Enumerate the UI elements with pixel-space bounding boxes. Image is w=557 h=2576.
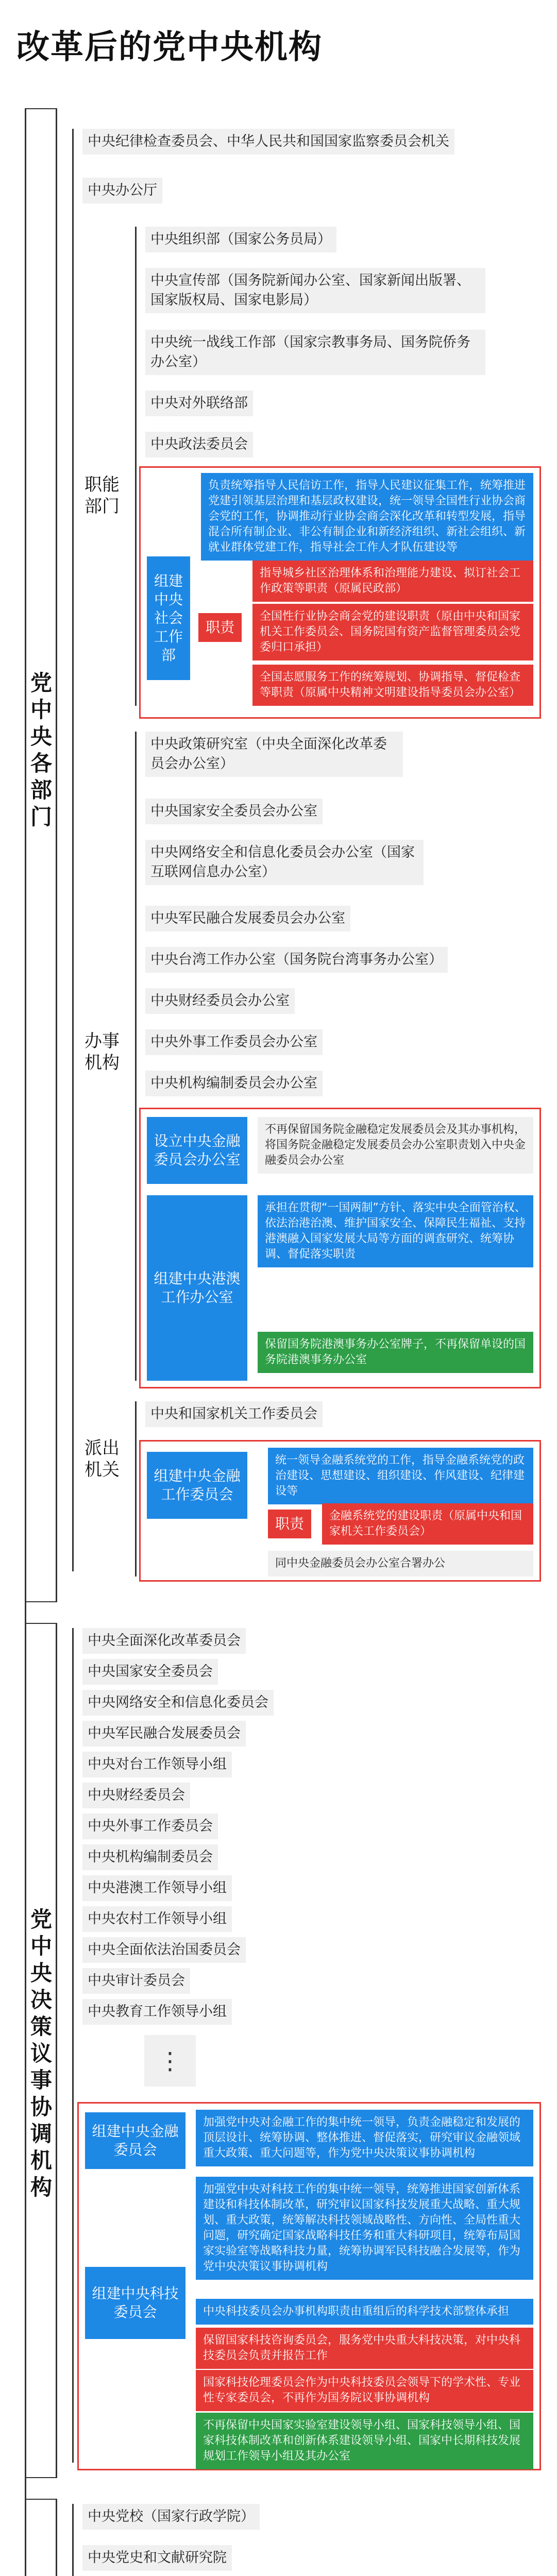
hkmo-office-name: 组建中央港澳工作办公室 [147,1195,247,1381]
dept-inner-line [72,129,74,1571]
dispatch-line [135,1401,137,1577]
office-item-policy: 中央政策研究室（中央全面深化改革委员会办公室） [145,732,403,777]
social-work-duty-label: 职责 [198,613,242,642]
coord-item-cyber: 中央网络安全和信息化委员会 [82,1690,274,1716]
social-duty-3: 全国志愿服务工作的统筹规划、协调指导、督促检查等职责（原属中央精神文明建设指导委员会办公室） [252,665,533,706]
func-item-political-legal: 中央政法委员会 [145,432,253,457]
coord-item-taiwan: 中央对台工作领导小组 [82,1752,232,1777]
sci-committee-desc-1: 加强党中央对科技工作的集中统一领导，统筹推进国家创新体系建设和科技体制改革，研究审议国家科技发展重大战略、重大规划、重大政策，统筹解决科技领域战略性、方向性、全局性重大问题，研究确定国家战略科技任务和重大科研项目，统筹布局国家实验室等战略科技力量，统筹协调军民科技融合发展等，作为党中央决策议事协调机构 [196,2177,533,2280]
coord-bracket-bottom [25,2477,56,2478]
office-item-military: 中央军民融合发展委员会办公室 [145,906,350,931]
coord-bracket [56,1623,57,2478]
func-item-liaison: 中央对外联络部 [145,391,253,416]
hkmo-desc-1: 承担在贯彻“一国两制”方针、落实中央全面管治权、依法治港治澳、维护国家安全、保障民生福祉、支持港澳融入国家发展大局等方面的调查研究、统筹协调、督促落实职责 [258,1195,533,1267]
coord-item-staffing: 中央机构编制委员会 [82,1844,218,1870]
office-line [135,732,137,1381]
coord-item-law: 中央全面依法治国委员会 [82,1937,246,1963]
hkmo-desc-2: 保留国务院港澳事务办公室牌子，不再保留单设的国务院港澳事务办公室 [258,1332,533,1373]
finance-committee-name: 组建中央金融委员会 [85,2112,185,2169]
sci-committee-name: 组建中央科技委员会 [85,2267,185,2339]
social-work-desc: 负责统筹指导人民信访工作，指导人民建议征集工作，统筹推进党建引领基层治理和基层政权建设，统一领导全国性行业协会商会党的工作，协调推动行业协会商会深化改革和转型发展，指导混合所有制企业、非公有制企业和新经济组织、新社会组织、新就业群体党建工作，指导社会工作人才队伍建设等 [201,473,533,561]
subcat-func: 职能部门 [85,474,120,517]
coord-item-military: 中央军民融合发展委员会 [82,1721,246,1747]
func-line [135,227,137,706]
coord-item-reform: 中央全面深化改革委员会 [82,1628,246,1654]
finance-office-name: 设立中央金融委员会办公室 [147,1117,247,1184]
main-spine [25,108,26,2576]
sci-committee-desc-4: 国家科技伦理委员会作为中央科技委员会领导下的学术性、专业性专家委员会，不再作为国务院议事协调机构 [196,2370,533,2411]
office-item-security: 中央国家安全委员会办公室 [145,799,323,824]
func-item-publicity: 中央宣传部（国务院新闻办公室、国家新闻出版署、国家版权局、国家电影局） [145,268,485,313]
finance-work-duty: 金融系统党的建设职责（原属中央和国家机关工作委员会） [322,1503,533,1545]
sci-committee-desc-3: 保留国家科技咨询委员会，服务党中央重大科技决策，对中央科技委员会负责并报告工作 [196,2328,533,2369]
coord-bracket-top [25,1623,56,1624]
finance-work-note: 同中央金融委员会办公室合署办公 [268,1551,533,1577]
dept-item-discipline: 中央纪律检查委员会、中华人民共和国国家监察委员会机关 [82,129,454,155]
coord-item-rural: 中央农村工作领导小组 [82,1906,232,1932]
finance-committee-desc: 加强党中央对金融工作的集中统一领导，负责金融稳定和发展的顶层设计、统筹协调、整体推进、督促落实，研究审议金融领域重大政策、重大问题等，作为党中央决策议事协调机构 [196,2110,533,2166]
office-item-foreign: 中央外事工作委员会办公室 [145,1029,323,1055]
coord-item-foreign: 中央外事工作委员会 [82,1814,218,1839]
coord-item-finance: 中央财经委员会 [82,1783,190,1808]
direct-item-party-school: 中央党校（国家行政学院） [82,2504,260,2530]
direct-bracket-top [25,2499,56,2500]
coord-item-security: 中央国家安全委员会 [82,1659,218,1685]
coord-inner-line [72,1628,74,2463]
finance-work-name: 组建中央金融工作委员会 [147,1452,247,1519]
sci-committee-desc-5: 不再保留中央国家实验室建设领导小组、国家科技领导小组、国家科技体制改革和创新体系建设领导小组、国家中长期科技发展规划工作领导小组及其办公室 [196,2413,533,2469]
direct-inner-line [72,2504,74,2576]
finance-office-desc: 不再保留国务院金融稳定发展委员会及其办事机构，将国务院金融稳定发展委员会办公室职责划入中央金融委员会办公室 [258,1117,533,1174]
social-duty-1: 指导城乡社区治理体系和治理能力建设、拟订社会工作政策等职责（原属民政部） [252,561,533,602]
direct-bracket [56,2499,57,2576]
dept-bracket-bottom [25,1601,56,1602]
coord-item-audit: 中央审计委员会 [82,1968,190,1994]
more-items-dots: ⋮ [144,2035,196,2087]
subcat-dispatch: 派出机关 [85,1438,120,1480]
sci-committee-desc-2: 中央科技委员会办事机构职责由重组后的科学技术部整体承担 [196,2299,533,2325]
office-item-finance: 中央财经委员会办公室 [145,988,295,1014]
page-title: 改革后的党中央机构 [16,28,323,66]
category-dept: 党中央各部门 [30,670,52,829]
office-item-cyber: 中央网络安全和信息化委员会办公室（国家互联网信息办公室） [145,840,424,885]
dept-item-office: 中央办公厅 [82,178,162,204]
office-item-staffing: 中央机构编制委员会办公室 [145,1071,323,1096]
dept-bracket [56,108,57,1602]
coord-item-education: 中央教育工作领导小组 [82,1999,232,2025]
category-coord: 党中央决策议事协调机构 [30,1907,52,2200]
coord-item-hkmo: 中央港澳工作领导小组 [82,1875,232,1901]
dept-bracket-top [25,108,56,109]
dispatch-item-state-organs: 中央和国家机关工作委员会 [145,1401,323,1427]
subcat-office: 办事机构 [85,1031,120,1073]
func-item-united-front: 中央统一战线工作部（国家宗教事务局、国务院侨务办公室） [145,330,485,375]
social-duty-2: 全国性行业协会商会党的建设职责（原由中央和国家机关工作委员会、国务院国有资产监督管理委员会党委归口承担） [252,604,533,660]
finance-work-duty-label: 职责 [268,1510,311,1538]
direct-item-history: 中央党史和文献研究院 [82,2545,232,2571]
func-item-organization: 中央组织部（国家公务员局） [145,227,336,252]
social-work-name: 组建中央社会工作部 [147,556,190,680]
finance-work-desc: 统一领导金融系统党的工作，指导金融系统党的政治建设、思想建设、组织建设、作风建设、纪律建设等 [268,1448,533,1504]
office-item-taiwan: 中央台湾工作办公室（国务院台湾事务办公室） [145,947,448,973]
